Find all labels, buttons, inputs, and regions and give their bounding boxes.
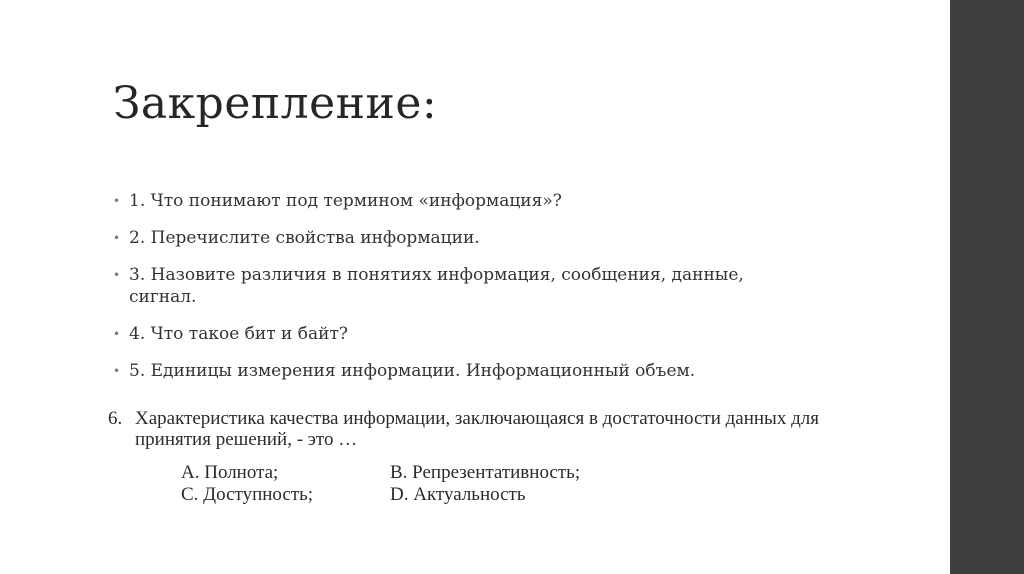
bullet-list [113, 190, 813, 397]
bullet-text: 1. Что понимают под термином «информация»? [129, 191, 562, 211]
option-a: A. Полнота; [181, 462, 279, 483]
bullet-text: 3. Назовите различия в понятиях информация, сообщения, данные, сигнал. [129, 265, 744, 307]
bullet-item [113, 190, 813, 212]
answer-options [108, 462, 868, 506]
bullet-icon: • [113, 327, 121, 341]
question-text-continued: принятия решений, - это … [135, 429, 358, 450]
option-b: B. Репрезентативность; [390, 462, 581, 483]
option-c: C. Доступность; [181, 484, 314, 505]
option-d: D. Актуальность [390, 484, 526, 505]
bullet-item [113, 360, 813, 382]
bullet-icon: • [113, 268, 121, 282]
bullet-item [113, 323, 813, 345]
question-text: Характеристика качества информации, заключающаяся в достаточности данных для [135, 408, 819, 429]
bullet-text: 5. Единицы измерения информации. Информационный объем. [129, 361, 696, 381]
question-number: 6. [108, 408, 123, 429]
bullet-icon: • [113, 231, 121, 245]
bullet-text: 4. Что такое бит и байт? [129, 324, 348, 344]
bullet-text: 2. Перечислите свойства информации. [129, 228, 480, 248]
slide-title: Закрепление: [113, 78, 438, 129]
bullet-item [113, 227, 813, 249]
bullet-icon: • [113, 364, 121, 378]
scanned-question [108, 408, 868, 506]
bullet-icon: • [113, 194, 121, 208]
side-bar [950, 0, 1024, 574]
bullet-item [113, 264, 813, 308]
question-line [108, 408, 868, 429]
